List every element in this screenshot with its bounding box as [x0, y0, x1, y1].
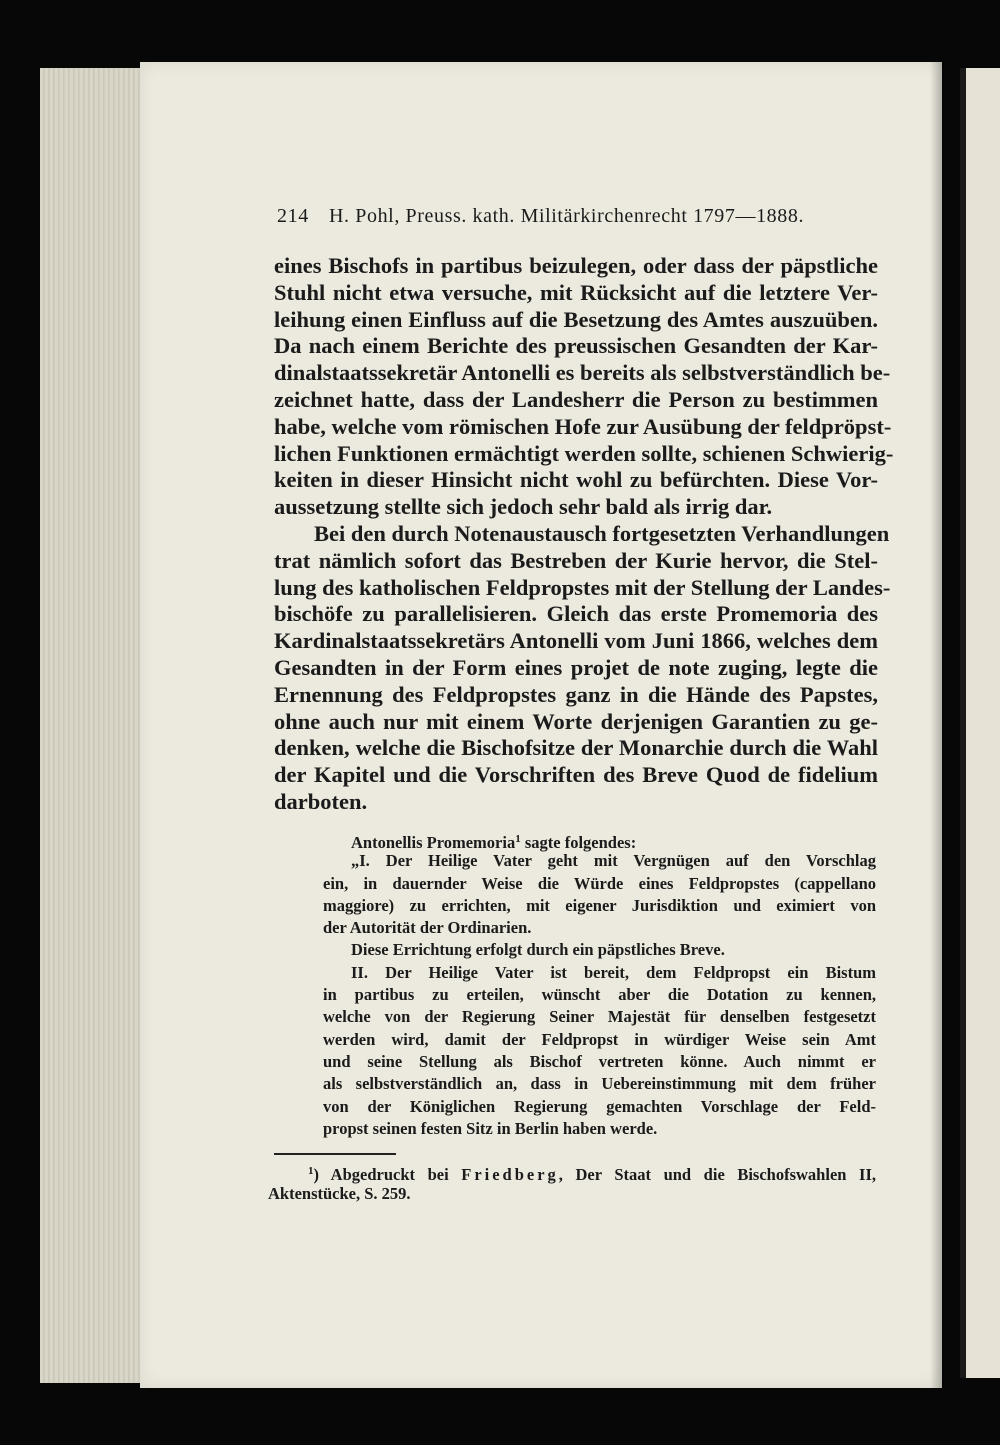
quote-line: werden wird, damit der Feldpropst in würdiger Weise sein Amt [323, 1029, 876, 1049]
body-line: Bei den durch Notenaustausch fortgesetzten Verhandlungen [314, 520, 890, 546]
body-line: lung des katholischen Feldpropstes mit der Stellung der Landes- [274, 574, 891, 600]
body-line: dinalstaatssekretär Antonelli es bereits als selbstverständlich be- [274, 360, 891, 386]
body-line: darboten. [274, 788, 368, 814]
body-line: der Kapitel und die Vorschriften des Breve Quod de fidelium [274, 762, 878, 788]
body-line: aussetzung stellte sich jedoch sehr bald als irrig dar. [274, 494, 773, 520]
footnote-mark: 1 [308, 1165, 314, 1177]
running-header [277, 205, 877, 228]
body-line: lichen Funktionen ermächtigt werden sollte, schienen Schwierig- [274, 440, 894, 466]
quote-line: ein, in dauernder Weise die Würde eines Feldpropstes (cappellano [323, 873, 876, 893]
body-line: leihung einen Einfluss auf die Besetzung des Amtes auszuüben. [274, 306, 878, 332]
quote-line: und seine Stellung als Bischof vertreten könne. Auch nimmt er [323, 1051, 876, 1071]
footnote-line [268, 1160, 876, 1183]
quote-line: II. Der Heilige Vater ist bereit, dem Feldpropst ein Bistum [351, 962, 876, 982]
body-line: Stuhl nicht etwa versuche, mit Rücksicht auf die letztere Ver- [274, 279, 878, 305]
footnote-divider [274, 1153, 396, 1155]
body-paragraphs [274, 253, 894, 816]
quote-intro-end: sagte folgendes: [520, 833, 637, 852]
promemoria-quote [323, 828, 876, 1140]
footnote-line: Aktenstücke, S. 259. [268, 1183, 411, 1203]
body-line: trat nämlich sofort das Bestreben der Kurie hervor, die Stel- [274, 547, 878, 573]
quote-line: „I. Der Heilige Vater geht mit Vergnügen auf den Vorschlag [351, 851, 876, 871]
footnote [268, 1160, 876, 1205]
body-line: keiten in dieser Hinsicht nicht wohl zu befürchten. Diese Vor- [274, 467, 878, 493]
quote-line: in partibus zu erteilen, wünscht aber die Dotation zu kennen, [323, 985, 876, 1005]
body-line: Da nach einem Berichte des preussischen Gesandten der Kar- [274, 333, 878, 359]
footnote-text: ) Abgedruckt bei [313, 1165, 462, 1184]
quote-line: von der Königlichen Regierung gemachten Vorschlage der Feld- [323, 1096, 876, 1116]
footnote-author: Friedberg [461, 1165, 559, 1184]
quote-line: Diese Errichtung erfolgt durch ein päpstliches Breve. [351, 940, 725, 960]
quote-line: der Autorität der Ordinarien. [323, 918, 532, 938]
body-line: ohne auch nur mit einem Worte derjenigen Garantien zu ge- [274, 708, 878, 734]
binding-shadow [930, 62, 944, 1388]
quote-line: propst seinen festen Sitz in Berlin haben werde. [323, 1118, 658, 1138]
footnote-reference: 1 [515, 833, 521, 845]
quote-intro: Antonellis Promemoria [351, 833, 516, 852]
body-line: zeichnet hatte, dass der Landesherr die Person zu bestimmen [274, 386, 878, 412]
body-line: bischöfe zu parallelisieren. Gleich das erste Promemoria des [274, 601, 878, 627]
quote-intro-line [323, 828, 876, 850]
quote-line: welche von der Regierung Seiner Majestät für denselben festgesetzt [323, 1007, 876, 1027]
body-line: Gesandten in der Form eines projet de note zuging, legte die [274, 654, 878, 680]
page-number: 214 [277, 205, 309, 227]
facing-page-edge [960, 68, 1000, 1378]
quote-line: als selbstverständlich an, dass in Uebereinstimmung mit dem früher [323, 1074, 876, 1094]
body-line: denken, welche die Bischofsitze der Monarchie durch die Wahl [274, 735, 878, 761]
body-line: Kardinalstaatssekretärs Antonelli vom Juni 1866, welches dem [274, 628, 878, 654]
body-line: Ernennung des Feldpropstes ganz in die Hände des Papstes, [274, 681, 878, 707]
body-line: habe, welche vom römischen Hofe zur Ausübung der feldpröpst- [274, 413, 892, 439]
running-title: H. Pohl, Preuss. kath. Militärkirchenrecht 1797—1888. [329, 205, 805, 227]
body-line: eines Bischofs in partibus beizulegen, oder dass der päpstliche [274, 253, 878, 278]
quote-line: maggiore) zu errichten, mit eigener Jurisdiktion und eximiert von [323, 895, 876, 915]
footnote-text-end: , Der Staat und die Bischofswahlen II, [558, 1165, 876, 1184]
